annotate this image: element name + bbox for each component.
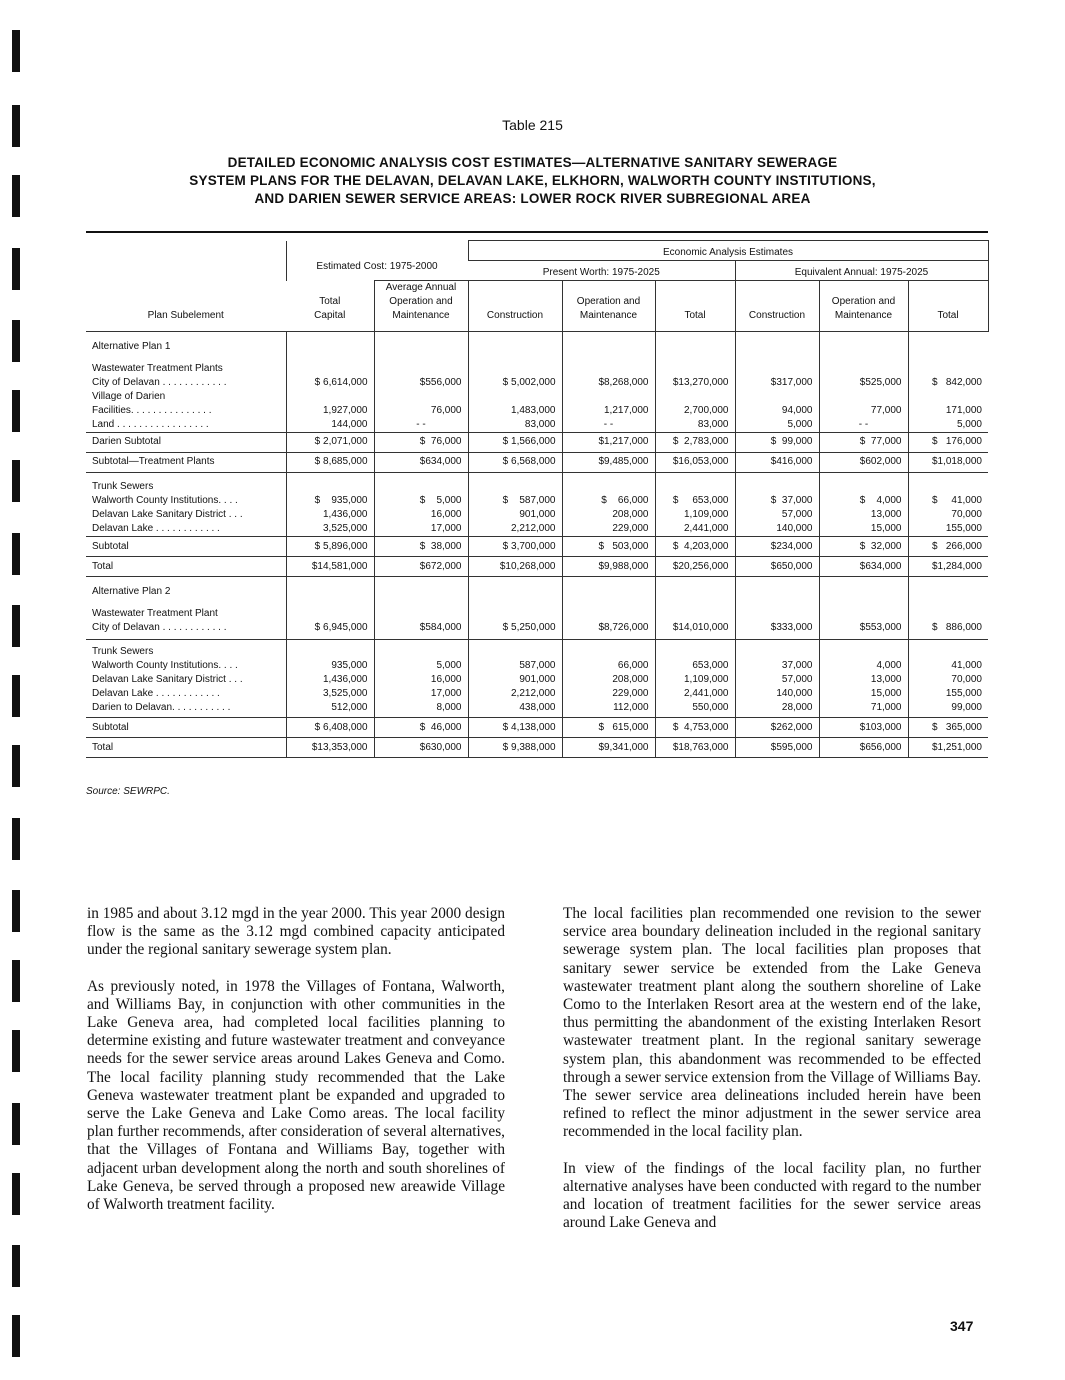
cell: 1,927,000 xyxy=(286,404,374,418)
table-row-total xyxy=(86,557,988,577)
paragraph: The local facilities plan recommended one revision to the sewer service area boundary delineation included in the regional sanitary sewerage system plan. The local facilities plan proposes that sanitary sewer service be extended from the Lake Geneva wastewater treatment plant along the southern shoreline of Lake Como to the Interlaken Resort area at the western end of the lake, thus permitting the abandonment of the existing Interlaken Resort wastewater treatment plant. In the regional sanitary sewerage system plan, this abandonment was recommended to be effected through a sewer service extension from the Village of Williams Bay. The sewer service area delineations included herein have been refined to reflect the minor adjustment in the sewer service area recommended in the local facility plan. xyxy=(563,905,981,1141)
cell: 57,000 xyxy=(735,673,819,687)
cell: $672,000 xyxy=(374,557,468,577)
cell: $9,341,000 xyxy=(562,738,655,758)
binder-mark xyxy=(12,320,20,362)
cell: 76,000 xyxy=(374,404,468,418)
cell: $ 4,203,000 xyxy=(655,537,735,557)
cell: 1,483,000 xyxy=(468,404,562,418)
cell: $ 1,566,000 xyxy=(468,432,562,452)
header-line: Average Annual xyxy=(385,282,457,293)
cell: 16,000 xyxy=(374,508,468,522)
row-label: City of Delavan . . . . . . . . . . . . xyxy=(86,621,286,640)
cell: 15,000 xyxy=(819,522,908,537)
cell: $ 46,000 xyxy=(374,718,468,738)
plan1-body xyxy=(86,332,988,577)
cell: 99,000 xyxy=(908,701,988,718)
cell: $ 615,000 xyxy=(562,718,655,738)
row-label: Walworth County Institutions. . . . xyxy=(92,660,238,671)
header-total-capital xyxy=(286,281,374,332)
cell: 112,000 xyxy=(562,701,655,718)
row-label: Delavan Lake Sanitary District . . . xyxy=(92,674,243,685)
cell: $103,000 xyxy=(819,718,908,738)
table-source-note: Source: SEWRPC. xyxy=(86,786,170,797)
cell: $656,000 xyxy=(819,738,908,758)
cell: $416,000 xyxy=(735,452,819,472)
cell: 13,000 xyxy=(819,508,908,522)
cell: $ 503,000 xyxy=(562,537,655,557)
cost-estimates-table xyxy=(86,240,989,758)
cell: $262,000 xyxy=(735,718,819,738)
wwtp-label: Wastewater Treatment Plant xyxy=(92,607,218,619)
cell: $650,000 xyxy=(735,557,819,577)
cell: 71,000 xyxy=(819,701,908,718)
cell: 70,000 xyxy=(908,673,988,687)
header-economic-analysis: Economic Analysis Estimates xyxy=(468,241,988,261)
cell: $634,000 xyxy=(374,452,468,472)
cell: 66,000 xyxy=(562,659,655,673)
header-line: Maintenance xyxy=(834,310,893,321)
title-line: AND DARIEN SEWER SERVICE AREAS: LOWER ROCK RIVER SUBREGIONAL AREA xyxy=(254,191,811,206)
cell: $ 365,000 xyxy=(908,718,988,738)
table-row xyxy=(86,687,988,701)
table-row xyxy=(86,621,988,640)
cell: $ 37,000 xyxy=(735,494,819,508)
cell: 155,000 xyxy=(908,687,988,701)
title-line: SYSTEM PLANS FOR THE DELAVAN, DELAVAN LAKE, ELKHORN, WALWORTH COUNTY INSTITUTIONS, xyxy=(189,173,876,188)
table-row xyxy=(86,522,988,537)
plan2-label: Alternative Plan 2 xyxy=(92,585,171,597)
cell: 83,000 xyxy=(655,418,735,433)
binder-mark xyxy=(12,1315,20,1357)
header-line: Operation and xyxy=(576,296,641,307)
cell: $ 66,000 xyxy=(562,494,655,508)
cell: $333,000 xyxy=(735,621,819,640)
cell: 94,000 xyxy=(735,404,819,418)
body-column-right xyxy=(563,905,981,1250)
cell: 57,000 xyxy=(735,508,819,522)
header-line: Operation and xyxy=(831,296,896,307)
binder-mark xyxy=(12,745,20,787)
cell: 208,000 xyxy=(562,508,655,522)
header-line: Maintenance xyxy=(392,310,450,321)
table-label: Table 215 xyxy=(502,117,563,133)
cell: $ 77,000 xyxy=(819,432,908,452)
cell: 2,212,000 xyxy=(468,522,562,537)
plan1-label: Alternative Plan 1 xyxy=(92,340,171,352)
trunk-sewers-label: Trunk Sewers xyxy=(92,646,154,657)
binder-mark xyxy=(12,175,20,217)
table-row xyxy=(86,376,988,390)
cell: 17,000 xyxy=(374,687,468,701)
cell: 229,000 xyxy=(562,522,655,537)
cell: $ 266,000 xyxy=(908,537,988,557)
row-label: Land . . . . . . . . . . . . . . . . . xyxy=(92,418,209,430)
cell: $20,256,000 xyxy=(655,557,735,577)
cell: 2,441,000 xyxy=(655,522,735,537)
cell: 1,436,000 xyxy=(286,508,374,522)
cell: $13,353,000 xyxy=(286,738,374,758)
cell: $584,000 xyxy=(374,621,468,640)
cell: 1,217,000 xyxy=(562,404,655,418)
binder-mark xyxy=(12,248,20,290)
header-line: Operation and xyxy=(389,296,453,307)
row-label: Village of Darien xyxy=(92,390,166,402)
cell: 13,000 xyxy=(819,673,908,687)
cell: 37,000 xyxy=(735,659,819,673)
cell: 83,000 xyxy=(468,418,562,433)
cell: $ 32,000 xyxy=(819,537,908,557)
paragraph: As previously noted, in 1978 the Villages of Fontana, Walworth, and Williams Bay, in conjunction with other communities in the Lake Geneva area, had completed local facilities planning to determine existing and future wastewater treatment and conveyance needs for the sewer service areas around Lakes Geneva and Como. The local facility planning study recommended that the Lake Geneva wastewater treatment plant be expanded and upgraded to serve the Lake Geneva and Lake Como areas. The local facility plan further recommends, after consideration of several alternatives, that the Villages of Fontana and Williams Bay, together with adjacent urban development along the north and south shorelines of Lake Geneva, be served through a proposed new areawide Village of Walworth treatment facility. xyxy=(87,977,505,1214)
binder-mark xyxy=(12,605,20,647)
cell: $ 5,000 xyxy=(374,494,468,508)
cell: $ 38,000 xyxy=(374,537,468,557)
plan2-body xyxy=(86,577,988,758)
cell: $14,581,000 xyxy=(286,557,374,577)
table-title xyxy=(120,154,945,208)
row-label: Total xyxy=(86,557,286,577)
cell: 550,000 xyxy=(655,701,735,718)
cell: 901,000 xyxy=(468,673,562,687)
table-header xyxy=(86,241,988,332)
row-label: City of Delavan . . . . . . . . . . . . xyxy=(92,376,227,388)
cell: 935,000 xyxy=(286,659,374,673)
binder-mark xyxy=(12,675,20,717)
cell: $1,217,000 xyxy=(562,432,655,452)
header-pw-construction: Construction xyxy=(468,281,562,332)
cell: 1,109,000 xyxy=(655,673,735,687)
cell: $18,763,000 xyxy=(655,738,735,758)
cell: 8,000 xyxy=(374,701,468,718)
cell: $ 5,002,000 xyxy=(468,376,562,390)
table-row xyxy=(86,659,988,673)
row-label: Subtotal—Treatment Plants xyxy=(86,452,286,472)
header-ea-om xyxy=(819,281,908,332)
binder-mark xyxy=(12,890,20,932)
cell: 438,000 xyxy=(468,701,562,718)
header-equivalent-annual: Equivalent Annual: 1975-2025 xyxy=(735,261,988,281)
row-label: Darien to Delavan. . . . . . . . . . . xyxy=(92,702,231,713)
cell: $10,268,000 xyxy=(468,557,562,577)
cell: $595,000 xyxy=(735,738,819,758)
paragraph: in 1985 and about 3.12 mgd in the year 2000. This year 2000 design flow is the same as the 3.12 mgd combined capacity anticipated under the regional sanitary sewerage system plan. xyxy=(87,905,505,959)
cell: $553,000 xyxy=(819,621,908,640)
cell: $630,000 xyxy=(374,738,468,758)
table-row xyxy=(86,508,988,522)
header-ea-total: Total xyxy=(908,281,988,332)
cell: $ 5,896,000 xyxy=(286,537,374,557)
cell: 140,000 xyxy=(735,687,819,701)
wwtp-label: Wastewater Treatment Plants xyxy=(92,362,223,374)
cell: - - xyxy=(562,418,655,433)
cell: $14,010,000 xyxy=(655,621,735,640)
cell: 229,000 xyxy=(562,687,655,701)
cell: $1,284,000 xyxy=(908,557,988,577)
cell: $ 99,000 xyxy=(735,432,819,452)
cell: 2,441,000 xyxy=(655,687,735,701)
table-row-subtotal xyxy=(86,452,988,472)
table-row xyxy=(86,494,988,508)
cell: $ 4,000 xyxy=(819,494,908,508)
table-row-subtotal xyxy=(86,537,988,557)
cell: 3,525,000 xyxy=(286,687,374,701)
cell: 5,000 xyxy=(735,418,819,433)
binder-mark xyxy=(12,533,20,575)
cell: 155,000 xyxy=(908,522,988,537)
cell: $525,000 xyxy=(819,376,908,390)
cell: 144,000 xyxy=(286,418,374,433)
title-line: DETAILED ECONOMIC ANALYSIS COST ESTIMATES—ALTERNATIVE SANITARY SEWERAGE xyxy=(227,155,838,170)
row-label: Darien Subtotal xyxy=(86,432,286,452)
cell: $ 5,250,000 xyxy=(468,621,562,640)
cell: 587,000 xyxy=(468,659,562,673)
cell: $234,000 xyxy=(735,537,819,557)
binder-mark xyxy=(12,960,20,1002)
cell: $ 8,685,000 xyxy=(286,452,374,472)
cell: $ 4,753,000 xyxy=(655,718,735,738)
cell: 171,000 xyxy=(908,404,988,418)
cell: 208,000 xyxy=(562,673,655,687)
cell: 3,525,000 xyxy=(286,522,374,537)
row-label: Subtotal xyxy=(86,718,286,738)
header-pw-om xyxy=(562,281,655,332)
cell: 17,000 xyxy=(374,522,468,537)
cell: 1,436,000 xyxy=(286,673,374,687)
cell: $13,270,000 xyxy=(655,376,735,390)
cell: $ 4,138,000 xyxy=(468,718,562,738)
cell: 653,000 xyxy=(655,659,735,673)
cell: 2,700,000 xyxy=(655,404,735,418)
cell: 512,000 xyxy=(286,701,374,718)
table-row xyxy=(86,404,988,418)
cell: 5,000 xyxy=(374,659,468,673)
cell: $9,988,000 xyxy=(562,557,655,577)
cell: $1,251,000 xyxy=(908,738,988,758)
row-label: Subtotal xyxy=(86,537,286,557)
cell: $ 41,000 xyxy=(908,494,988,508)
cell: $634,000 xyxy=(819,557,908,577)
header-line: Maintenance xyxy=(579,310,638,321)
table-row xyxy=(86,418,988,433)
cell: 28,000 xyxy=(735,701,819,718)
cell: $ 3,700,000 xyxy=(468,537,562,557)
binder-mark xyxy=(12,818,20,860)
cell: - - xyxy=(819,418,908,433)
cell: $ 6,408,000 xyxy=(286,718,374,738)
trunk-sewers-label: Trunk Sewers xyxy=(92,481,154,492)
cell: 16,000 xyxy=(374,673,468,687)
table-row-total xyxy=(86,738,988,758)
cell: $ 2,071,000 xyxy=(286,432,374,452)
cell: $ 176,000 xyxy=(908,432,988,452)
page-number: 347 xyxy=(950,1318,974,1334)
table-top-rule xyxy=(86,231,988,233)
cell: 1,109,000 xyxy=(655,508,735,522)
cell: $ 842,000 xyxy=(908,376,988,390)
table-row xyxy=(86,673,988,687)
cell: 2,212,000 xyxy=(468,687,562,701)
table-row xyxy=(86,701,988,718)
cell: $9,485,000 xyxy=(562,452,655,472)
cell: $ 6,945,000 xyxy=(286,621,374,640)
header-plan-subelement: Plan Subelement xyxy=(86,241,286,332)
cell: $556,000 xyxy=(374,376,468,390)
cell: $ 6,614,000 xyxy=(286,376,374,390)
cell: $ 935,000 xyxy=(286,494,374,508)
cell: 41,000 xyxy=(908,659,988,673)
cell: 140,000 xyxy=(735,522,819,537)
cell: $ 9,388,000 xyxy=(468,738,562,758)
binder-mark xyxy=(12,1245,20,1287)
header-present-worth: Present Worth: 1975-2025 xyxy=(468,261,735,281)
row-label: Delavan Lake Sanitary District . . . xyxy=(92,509,243,520)
cell: $8,268,000 xyxy=(562,376,655,390)
header-estimated-cost: Estimated Cost: 1975-2000 xyxy=(286,241,468,281)
paragraph: In view of the findings of the local facility plan, no further alternative analyses have been conducted with regard to the number and location of treatment facilities for the sewer service areas around Lake Geneva and xyxy=(563,1159,981,1232)
row-label: Delavan Lake . . . . . . . . . . . . xyxy=(92,523,220,534)
cell: 901,000 xyxy=(468,508,562,522)
cell: $1,018,000 xyxy=(908,452,988,472)
body-column-left xyxy=(87,905,505,1232)
binder-mark xyxy=(12,1030,20,1072)
header-line: Total xyxy=(319,296,341,307)
header-line: Capital xyxy=(314,310,346,321)
header-avg-annual-om xyxy=(374,281,468,332)
row-label: Delavan Lake . . . . . . . . . . . . xyxy=(92,688,220,699)
cell: $317,000 xyxy=(735,376,819,390)
cell: $8,726,000 xyxy=(562,621,655,640)
binder-mark xyxy=(12,460,20,502)
cell: 77,000 xyxy=(819,404,908,418)
header-pw-total: Total xyxy=(655,281,735,332)
cell: 70,000 xyxy=(908,508,988,522)
cell: $ 2,783,000 xyxy=(655,432,735,452)
binder-mark xyxy=(12,1103,20,1145)
cell: $16,053,000 xyxy=(655,452,735,472)
table-row-subtotal xyxy=(86,718,988,738)
cell: $ 6,568,000 xyxy=(468,452,562,472)
binder-mark xyxy=(12,30,20,72)
cell: $ 587,000 xyxy=(468,494,562,508)
row-label: Total xyxy=(86,738,286,758)
cell: 4,000 xyxy=(819,659,908,673)
row-label: Facilities. . . . . . . . . . . . . . . xyxy=(92,404,212,416)
header-ea-construction: Construction xyxy=(735,281,819,332)
cell: $602,000 xyxy=(819,452,908,472)
cell: 5,000 xyxy=(908,418,988,433)
binder-mark xyxy=(12,1173,20,1215)
cell: $ 76,000 xyxy=(374,432,468,452)
cell: $ 886,000 xyxy=(908,621,988,640)
cell: 15,000 xyxy=(819,687,908,701)
cell: - - xyxy=(374,418,468,433)
row-label: Walworth County Institutions. . . . xyxy=(92,495,238,506)
table-row-subtotal xyxy=(86,432,988,452)
binder-mark xyxy=(12,390,20,432)
cell: $ 653,000 xyxy=(655,494,735,508)
